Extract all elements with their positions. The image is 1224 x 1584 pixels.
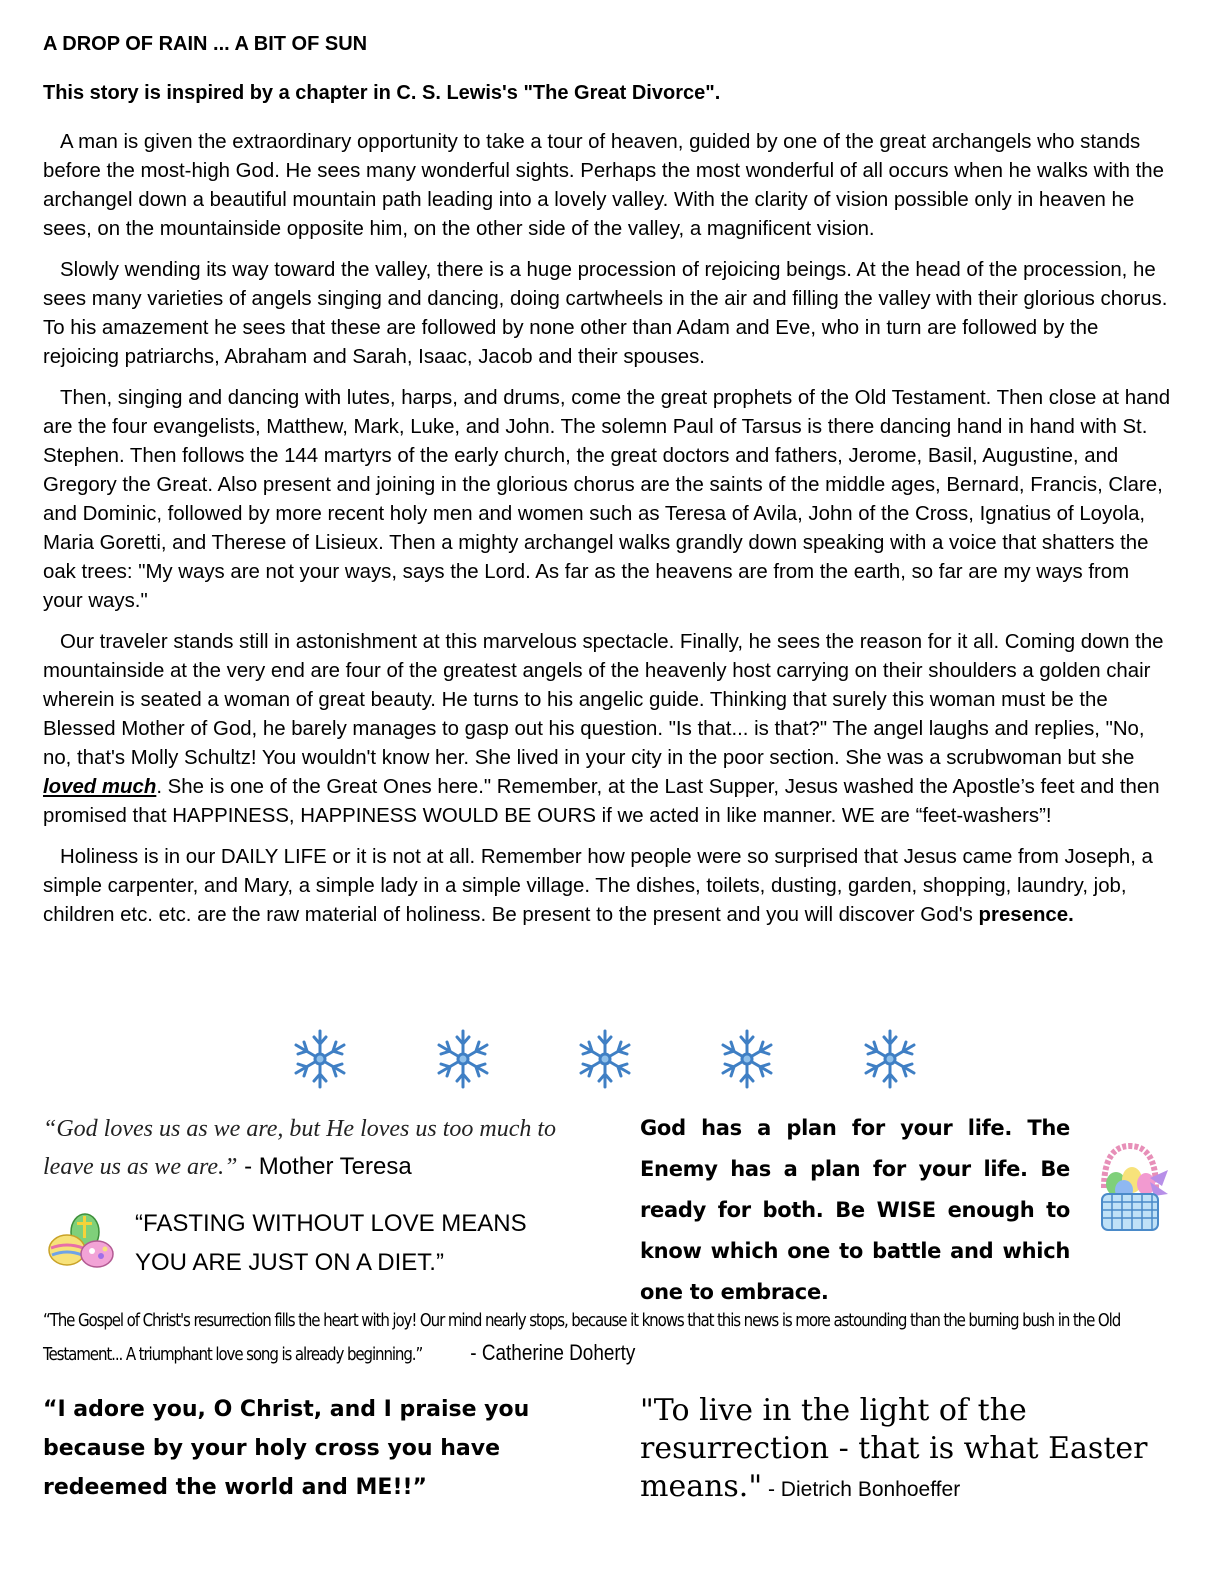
presence-emphasis: presence.	[978, 904, 1074, 926]
bonhoeffer-quote-text: "To live in the light of the resurrection - that is what Easter means."	[640, 1393, 1148, 1504]
bonhoeffer-author: - Dietrich Bonhoeffer	[762, 1478, 961, 1501]
story-body	[43, 128, 1171, 942]
story-paragraph-1: A man is given the extraordinary opportunity to take a tour of heaven, guided by one of the great archangels who stands before the most-high God. He sees many wonderful sights. Perhaps the most wonderful of all occurs when he walks with the archangel down a beautiful mountain path leading into a lovely valley. With the clarity of vision possible only in heaven he sees, on the mountainside opposite him, on the other side of the valley, a magnificent vision.	[43, 131, 1164, 240]
story-paragraph-4	[43, 628, 1171, 831]
snowflake-icon	[570, 1026, 640, 1092]
story-paragraph-4-start: Our traveler stands still in astonishment at this marvelous spectacle. Finally, he sees the reason for it all. Coming down the mountainside at the very end are four of the greatest angels of the heavenly host carrying on their shoulders a golden chair wherein is seated a woman of great beauty. He turns to his angelic guide. Thinking that surely this woman must be the Blessed Mother of God, he barely manages to gasp out his question. "Is that... is that?" The angel laughs and replies, "No, no, that's Molly Schultz! You wouldn't know her. She lived in your city in the poor section. She was a scrubwoman but she	[43, 631, 1164, 769]
snowflake-icon	[428, 1026, 498, 1092]
story-paragraph-4-end: . She is one of the Great Ones here." Remember, at the Last Supper, Jesus washed the Apostle’s feet and then promised that HAPPINESS, HAPPINESS WOULD BE OURS if we acted in like manner. WE are “feet-washers”!	[43, 776, 1160, 827]
story-subtitle: This story is inspired by a chapter in C. S. Lewis's "The Great Divorce".	[43, 82, 721, 104]
snowflake-divider	[285, 1026, 945, 1096]
snowflake-icon	[855, 1026, 925, 1092]
adore-christ-quote: “I adore you, O Christ, and I praise you because by your holy cross you have redeemed the world and ME!!”	[43, 1397, 530, 1500]
mother-teresa-author: - Mother Teresa	[237, 1153, 412, 1180]
story-paragraph-2: Slowly wending its way toward the valley, there is a huge procession of rejoicing beings. At the head of the procession, he sees many varieties of angels singing and dancing, doing cartwheels in the air and filling the valley with their glorious chorus. To his amazement he sees that these are followed by none other than Adam and Eve, who in turn are followed by the rejoicing patriarchs, Abraham and Sarah, Isaac, Jacob and their spouses.	[43, 259, 1168, 368]
loved-much-emphasis: loved much	[43, 776, 157, 798]
catherine-doherty-author: - Catherine Doherty	[470, 1340, 636, 1365]
story-paragraph-5	[43, 843, 1171, 930]
catherine-doherty-quote	[43, 1305, 1161, 1371]
story-paragraph-3: Then, singing and dancing with lutes, harps, and drums, come the great prophets of the Old Testament. Then close at hand are the four evangelists, Matthew, Mark, Luke, and John. The solemn Paul of Tarsus is there dancing hand in hand with St. Stephen. Then follows the 144 martyrs of the early church, the great doctors and fathers, Jerome, Basil, Augustine, and Gregory the Great. Also present and joining in the glorious chorus are the saints of the middle ages, Bernard, Francis, Clare, and Dominic, followed by more recent holy men and women such as Teresa of Avila, John of the Cross, Ignatius of Loyola, Maria Goretti, and Therese of Lisieux. Then a mighty archangel walks grandly down speaking with a voice that shatters the oak trees: "My ways are not your ways, says the Lord. As far as the heavens are from the earth, so far are my ways from your ways."	[43, 387, 1171, 612]
easter-basket-icon	[1088, 1140, 1172, 1234]
snowflake-icon	[285, 1026, 355, 1092]
bonhoeffer-quote	[640, 1392, 1200, 1509]
catherine-doherty-quote-text: “The Gospel of Christ's resurrection fills the heart with joy! Our mind nearly stops, because it knows that this news is more astounding than the burning bush in the Old Testament... A triumphant love song is already beginning.”	[43, 1311, 1121, 1365]
mother-teresa-quote-text: “God loves us as we are, but He loves us too much to leave us as we are.”	[43, 1116, 557, 1180]
gods-plan-quote: God has a plan for your life. The Enemy has a plan for your life. Be ready for both. Be WISE enough to know which one to battle and which one to embrace.	[640, 1116, 1070, 1304]
snowflake-icon	[712, 1026, 782, 1092]
mother-teresa-quote	[43, 1110, 583, 1186]
story-paragraph-5-text: Holiness is in our DAILY LIFE or it is not at all. Remember how people were so surprised that Jesus came from Joseph, a simple carpenter, and Mary, a simple lady in a simple village. The dishes, toilets, dusting, garden, shopping, laundry, job, children etc. etc. are the raw material of holiness. Be present to the present and you will discover God's	[43, 846, 1153, 926]
story-title: A DROP OF RAIN ... A BIT OF SUN	[43, 33, 368, 55]
easter-eggs-icon	[45, 1208, 117, 1270]
fasting-quote: “FASTING WITHOUT LOVE MEANS YOU ARE JUST ON A DIET.”	[135, 1210, 527, 1276]
